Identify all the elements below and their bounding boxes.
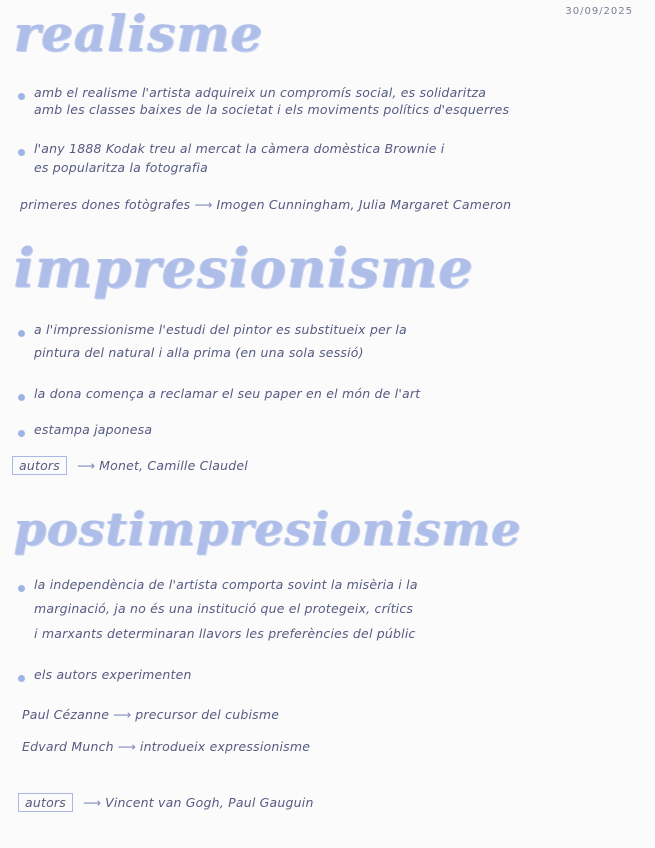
arrow-right-icon: ⟶ bbox=[113, 707, 132, 722]
cezanne-line bbox=[22, 707, 279, 722]
date-label: 30/09/2025 bbox=[565, 6, 633, 17]
arrow-right-icon: ⟶ bbox=[76, 458, 96, 473]
postimp-bullet1-line2: marginació, ja no és una institució que el protegeix, crítics bbox=[34, 601, 414, 616]
impres-bullet1-line1: a l'impressionisme l'estudi del pintor es substitueix per la bbox=[34, 322, 407, 337]
impres-bullet3: estampa japonesa bbox=[34, 422, 153, 437]
postimp-bullet1-line1: la independència de l'artista comporta sovint la misèria i la bbox=[34, 577, 418, 592]
bullet-dot bbox=[18, 330, 25, 337]
realisme-bullet1-line1: amb el realisme l'artista adquireix un compromís social, es solidaritza bbox=[34, 85, 487, 100]
impres-autors-line bbox=[12, 456, 248, 475]
realisme-bullet2-line2: es popularitza la fotografia bbox=[34, 160, 209, 175]
realisme-bullet2-line1: l'any 1888 Kodak treu al mercat la càmera domèstica Brownie i bbox=[34, 141, 445, 156]
heading-realisme: realisme bbox=[14, 4, 264, 63]
impres-bullet1-line2: pintura del natural i alla prima (en una sola sessió) bbox=[34, 345, 364, 360]
bullet-dot bbox=[18, 149, 25, 156]
postimp-autors-names: Vincent van Gogh, Paul Gauguin bbox=[105, 795, 314, 810]
bullet-dot bbox=[18, 430, 25, 437]
photographers-names: Imogen Cunningham, Julia Margaret Cameron bbox=[216, 197, 512, 212]
heading-impresionisme: impresionisme bbox=[14, 236, 474, 300]
impres-autors-names: Monet, Camille Claudel bbox=[99, 458, 248, 473]
postimp-bullet1-line3: i marxants determinaran llavors les preferències del públic bbox=[34, 626, 416, 641]
munch-note: introdueix expressionisme bbox=[139, 739, 311, 754]
postimp-autors-line bbox=[18, 793, 314, 812]
arrow-right-icon: ⟶ bbox=[194, 197, 213, 212]
bullet-dot bbox=[18, 585, 25, 592]
arrow-right-icon: ⟶ bbox=[82, 795, 102, 810]
autors-box: autors bbox=[12, 456, 67, 475]
arrow-right-icon: ⟶ bbox=[117, 739, 136, 754]
postimp-bullet2: els autors experimenten bbox=[34, 667, 192, 682]
photographers-label: primeres dones fotògrafes bbox=[20, 197, 191, 212]
bullet-dot bbox=[18, 394, 25, 401]
realisme-bullet1-line2: amb les classes baixes de la societat i els moviments polítics d'esquerres bbox=[34, 102, 510, 117]
munch-name: Edvard Munch bbox=[22, 739, 114, 754]
autors-box: autors bbox=[18, 793, 73, 812]
cezanne-name: Paul Cézanne bbox=[22, 707, 110, 722]
heading-postimpresionisme: postimpresionisme bbox=[14, 502, 522, 556]
realisme-photographers-line bbox=[20, 197, 511, 212]
cezanne-note: precursor del cubisme bbox=[135, 707, 280, 722]
bullet-dot bbox=[18, 675, 25, 682]
munch-line bbox=[22, 739, 310, 754]
impres-bullet2: la dona comença a reclamar el seu paper en el món de l'art bbox=[34, 386, 421, 401]
bullet-dot bbox=[18, 93, 25, 100]
